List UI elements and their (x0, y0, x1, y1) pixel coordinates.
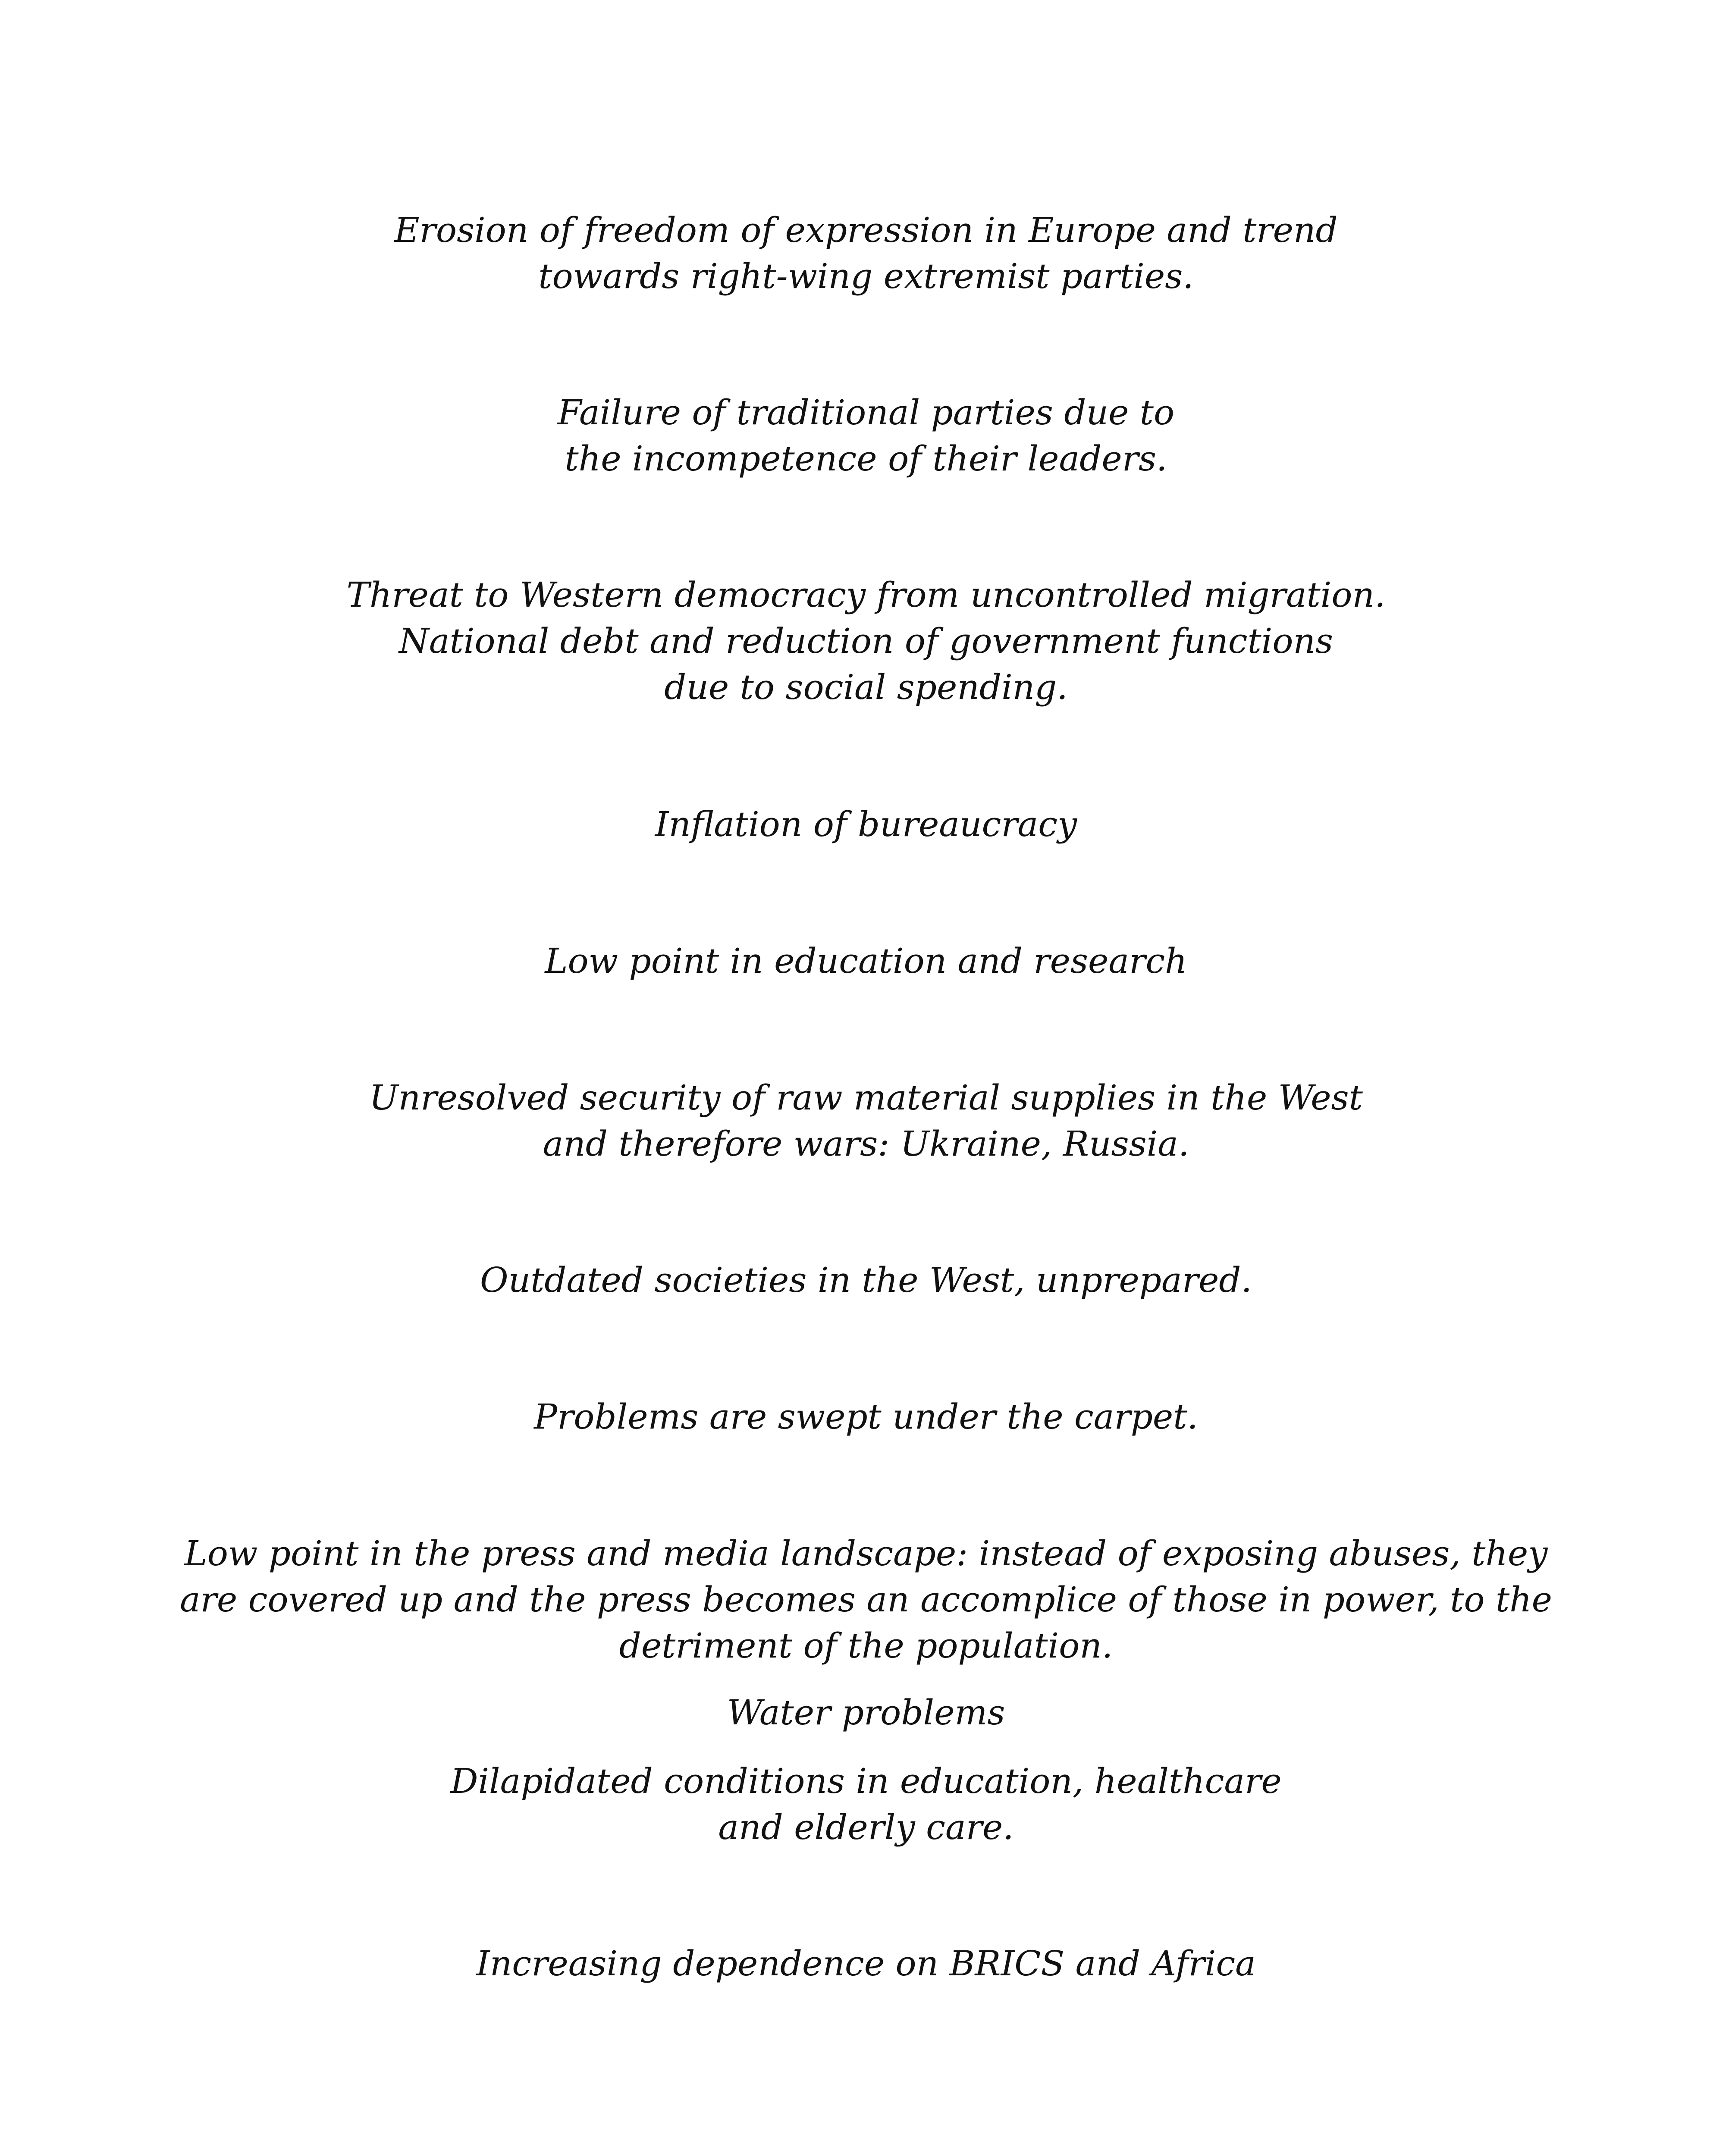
paragraph-line: Unresolved security of raw material supplies in the West (369, 1078, 1363, 1118)
paragraph-line: detriment of the population. (619, 1626, 1113, 1666)
paragraph-line: Inflation of bureaucracy (655, 804, 1077, 844)
paragraph-failure-traditional-parties (0, 389, 1732, 482)
paragraph-line: and therefore wars: Ukraine, Russia. (543, 1124, 1189, 1164)
paragraph-outdated-societies (0, 1257, 1732, 1303)
paragraph-line: Problems are swept under the carpet. (534, 1397, 1198, 1437)
paragraph-dilapidated-conditions (0, 1758, 1732, 1850)
paragraph-water-problems (0, 1689, 1732, 1736)
paragraph-line: National debt and reduction of government functions (398, 621, 1334, 661)
paragraph-raw-material-supplies (0, 1075, 1732, 1167)
paragraph-line: Dilapidated conditions in education, healthcare (450, 1761, 1282, 1801)
paragraph-line: Erosion of freedom of expression in Europe and trend (394, 210, 1338, 250)
paragraph-threat-democracy (0, 572, 1732, 710)
paragraph-line: towards right-wing extremist parties. (538, 256, 1194, 296)
paragraph-line: Water problems (727, 1692, 1005, 1733)
paragraph-line: Threat to Western democracy from uncontrolled migration. (346, 575, 1386, 615)
paragraph-press-media (0, 1530, 1732, 1669)
paragraph-line: Low point in the press and media landscape: instead of exposing abuses, they (184, 1533, 1548, 1573)
paragraph-low-point-education (0, 938, 1732, 984)
paragraph-line: Increasing dependence on BRICS and Africa (476, 1943, 1256, 1984)
paragraph-line: due to social spending. (664, 667, 1068, 707)
paragraph-line: and elderly care. (718, 1807, 1014, 1847)
paragraph-line: the incompetence of their leaders. (565, 439, 1167, 479)
paragraph-erosion-freedom (0, 207, 1732, 299)
paragraph-line: Low point in education and research (545, 941, 1187, 981)
paragraph-inflation-bureaucracy (0, 801, 1732, 847)
paragraph-dependence-brics (0, 1940, 1732, 1987)
paragraph-line: are covered up and the press becomes an accomplice of those in power, to the (179, 1579, 1553, 1620)
paragraph-problems-swept (0, 1394, 1732, 1440)
paragraph-line: Outdated societies in the West, unprepared. (480, 1260, 1252, 1300)
paragraph-line: Failure of traditional parties due to (557, 392, 1175, 432)
